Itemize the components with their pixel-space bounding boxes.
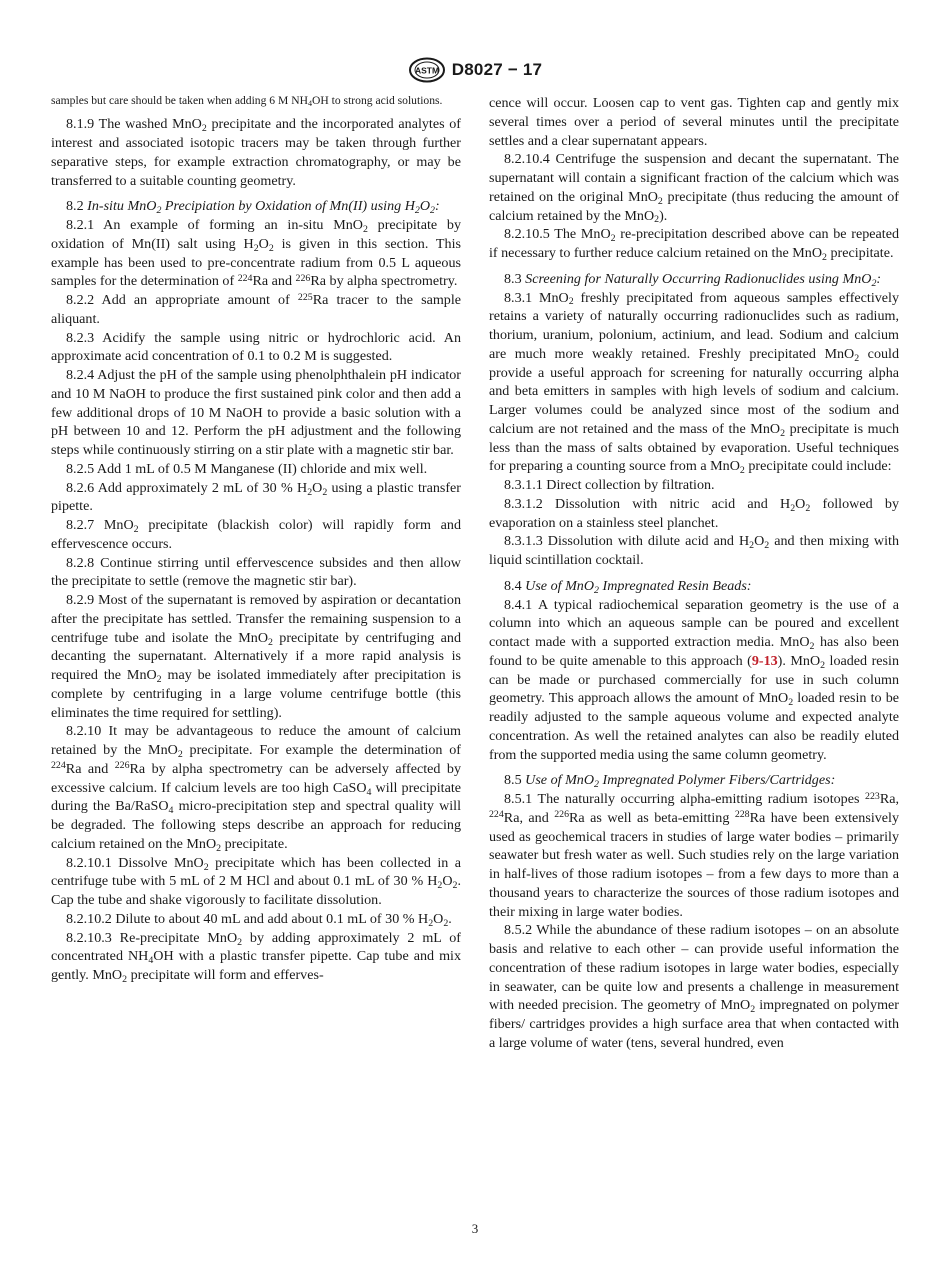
paragraph-8-3-1-2: 8.3.1.2 Dissolution with nitric acid and $H_2O_2$ followed by evaporation on a stainless steel planchet. [489, 495, 899, 531]
paragraph-8-2-10-2: 8.2.10.2 Dilute to about 40 mL and add about 0.1 mL of 30 % $H_2O_2$. [66, 910, 452, 929]
section-heading-8-2: 8.2 In-situ MnO$_2$ Precipiation by Oxidation of Mn(II) using $H_2O_2$: [66, 198, 440, 217]
paragraph-8-4-1: 8.4.1 A typical radiochemical separation geometry is the use of a column into which an aqueous sample can be poured and excellent contact made with a supported extraction media. MnO$_2$ has also been found to be quite amenable to this approach (9-13). MnO$_2$ loaded resin can be made or purchased commercially for use in such column geometry. This approach allows the amount of MnO$_2$ loaded resin to be readily adjusted to the sample aqueous volume and expected analyte concentration. As well the retained analytes can also be readily eluted from the supported media using the same column geometry. [489, 596, 899, 763]
paragraph-8-3-1-3: 8.3.1.3 Dissolution with dilute acid and $H_2O_2$ and then mixing with liquid scintillation cocktail. [489, 533, 899, 568]
paragraph-8-3-1-1: 8.3.1.1 Direct collection by filtration. [504, 477, 715, 493]
section-heading-8-5: 8.5 Use of MnO$_2$ Impregnated Polymer Fibers/Cartridges: [504, 772, 836, 791]
paragraph-8-2-10-3-continued: cence will occur. Loosen cap to vent gas. Tighten cap and gently mix several times over a period of several minutes until the precipitate settles and a clear supernatant appears. [489, 95, 899, 149]
paragraph-8-2-10-1: 8.2.10.1 Dissolve MnO$_2$ precipitate which has been collected in a centrifuge tube with 5 mL of 2 M HCl and about 0.1 mL of 30 % $H_2O_2$. Cap the tube and shake vigorously to facilitate dissolution. [51, 854, 461, 909]
paragraph-8-2-10: 8.2.10 It may be advantageous to reduce the amount of calcium retained by the MnO$_2$ precipitate. For example the determination of $^{224}$Ra and $^{226}$Ra by alpha spectrometry can be adversely affected by excessive calcium. If calcium levels are too high CaSO$_4$ will precipitate during the Ba/RaSO$_4$ micro-precipitation step and spectral quality will be degraded. The following steps describe an approach for reducing calcium retained on the MnO$_2$ precipitate. [51, 723, 461, 854]
paragraph-8-2-3: 8.2.3 Acidify the sample using nitric or hydrochloric acid. An approximate acid concentration of 0.1 to 0.2 M is suggested. [51, 329, 461, 365]
paragraph-8-2-6: 8.2.6 Add approximately 2 mL of 30 % $H_2O_2$ using a plastic transfer pipette. [51, 479, 461, 515]
svg-text:ASTM: ASTM [414, 65, 439, 76]
right-column [489, 94, 899, 1053]
paragraph-continuation: samples but care should be taken when adding 6 M $NH_4OH$ to strong acid solutions. [51, 94, 443, 109]
document-id: D8027 − 17 [451, 60, 543, 79]
paragraph-8-2-1: 8.2.1 An example of forming an in-situ MnO$_2$ precipitate by oxidation of Mn(II) salt using $H_2O_2$ is given in this section. This example has been used to pre-concentrate radium from 0.5 L aqueous samples for the determination of $^{224}$Ra and $^{226}$Ra by alpha spectrometry. [51, 217, 461, 290]
paragraph-8-2-2: 8.2.2 Add an appropriate amount of $^{225}$Ra tracer to the sample aliquant. [51, 291, 462, 327]
page-number: 3 [471, 1221, 479, 1236]
paragraph-8-2-7: 8.2.7 MnO$_2$ precipitate (blackish color) will rapidly form and effervescence occurs. [51, 517, 462, 552]
paragraph-8-5-1: 8.5.1 The naturally occurring alpha-emitting radium isotopes $^{223}$Ra, $^{224}$Ra, and $^{226}$Ra as well as beta-emitting $^{228}$Ra have been extensively used as geochemical tracers in studies of large water bodies – primarily seawater but fresh water as well. Such studies rely on the large variation in half-lives of those radium isotopes – from a few days to more than a thousand years to characterize the sources of those radium isotopes and their mixing in large water bodies. [489, 790, 900, 920]
paragraph-8-2-9: 8.2.9 Most of the supernatant is removed by aspiration or decantation after the precipitate has settled. Transfer the remaining suspension to a centrifuge tube and isolate the MnO$_2$ precipitate by centrifuging and decanting the supernatant. Alternatively if a more rapid analysis is required the MnO$_2$ may be isolated immediately after precipitation is complete by centrifuging in a large volume centrifuge bottle (this eliminates the time required for settling). [51, 592, 462, 721]
paragraph-8-2-10-4: 8.2.10.4 Centrifuge the suspension and decant the supernatant. The supernatant will contain a significant fraction of the calcium which was retained on the original MnO$_2$ precipitate (thus reducing the amount of calcium retained by the MnO$_2$). [489, 151, 899, 226]
paragraph-8-3-1: 8.3.1 MnO$_2$ freshly precipitated from aqueous samples effectively retains a variety of naturally occurring radionuclides such as radium, thorium, uranium, polonium, actinium, and lead. Sodium and calcium are much more weakly retained. Freshly precipitated MnO$_2$ could provide a useful approach for screening for naturally occurring alpha and beta emitters in samples with high levels of sodium and calcium. Larger volumes could be analyzed since most of the sodium and calcium are not retained and the mass of the MnO$_2$ precipitate is much less than the mass of salts obtained by evaporation. Useful techniques for preparing a counting source from a MnO$_2$ precipitate could include: [489, 289, 900, 477]
section-heading-8-4: 8.4 Use of MnO$_2$ Impregnated Resin Beads: [504, 577, 752, 596]
paragraph-8-2-5: 8.2.5 Add 1 mL of 0.5 M Manganese (II) chloride and mix well. [66, 460, 428, 477]
paragraph-8-2-8: 8.2.8 Continue stirring until effervescence subsides and then allow the precipitate to settle (remove the magnetic stir bar). [51, 554, 461, 590]
reference-link-9-13[interactable]: 9-13 [751, 652, 778, 669]
paragraph-8-2-4: 8.2.4 Adjust the pH of the sample using phenolphthalein pH indicator and 10 M NaOH to produce the first sustained pink color and then add a few additional drops of 10 M NaOH to provide a basic solution with a pH between 10 and 12. Perform the pH adjustment and the following steps while continuously stirring on a stir plate with a magnetic stir bar. [51, 367, 461, 459]
astm-logo-icon [408, 57, 446, 83]
paragraph-8-2-10-3: 8.2.10.3 Re-precipitate MnO$_2$ by adding approximately 2 mL of concentrated $NH_4OH$ with a plastic transfer pipette. Cap tube and mix gently. MnO$_2$ precipitate will form and efferves- [51, 929, 461, 986]
paragraph-8-5-2: 8.5.2 While the abundance of these radium isotopes – on an absolute basis and relative to each other – can provide useful information the concentration of these radium isotopes in large water bodies, especially in seawater, can be quite low and presents a challenge in measurement with needed precision. The geometry of MnO$_2$ impregnated on polymer fibers/ cartridges provides a high surface area that when contacted with a large volume of water (tens, several hundred, even [489, 922, 900, 1051]
paragraph-8-1-9: 8.1.9 The washed MnO$_2$ precipitate and the incorporated analytes of interest and associated isotopic tracers may be taken through further separative steps, for example extraction chromatography, or may be transferred to a suitable counting geometry. [51, 116, 461, 189]
left-column [51, 94, 461, 985]
page-header [0, 55, 950, 85]
paragraph-8-2-10-5: 8.2.10.5 The MnO$_2$ re-precipitation described above can be repeated if necessary to further reduce calcium retained on the MnO$_2$ precipitate. [489, 226, 899, 263]
section-heading-8-3: 8.3 Screening for Naturally Occurring Radionuclides using MnO$_2$: [504, 270, 882, 289]
